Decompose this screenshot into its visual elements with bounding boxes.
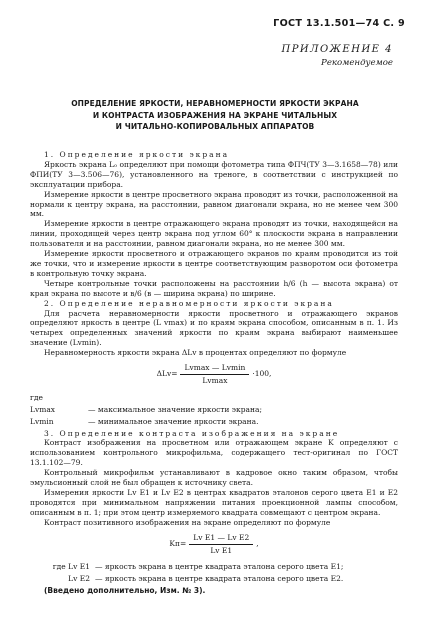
section-heading-3: 3. Определение контраста изображения на экране bbox=[44, 428, 340, 438]
amendment-note: (Введено дополнительно, Изм. № 3). bbox=[44, 586, 206, 596]
formula-contrast bbox=[30, 533, 398, 556]
formula-denominator: Lvmax bbox=[202, 375, 228, 385]
document-body bbox=[30, 150, 398, 596]
section-heading-2: 2. Определение неравномерности яркости экрана bbox=[44, 298, 334, 308]
paragraph: Неравномерность яркости экрана ΔLv в процентах определяют по формуле bbox=[44, 348, 347, 358]
formula-numerator: Lv E1 — Lv E2 bbox=[189, 533, 253, 545]
page-header: ГОСТ 13.1.501—74 С. 9 bbox=[273, 18, 405, 29]
title-line-3: И ЧИТАЛЬНО-КОПИРОВАЛЬНЫХ АППАРАТОВ bbox=[115, 122, 315, 131]
paragraph: Контраст изображения на просветном или отражающем экране K определяют с использованием контрольного микрофильма, содержащего тест-оригинал по ГОСТ 13.1.102—79. bbox=[30, 438, 398, 468]
paragraph: Измерения яркости Lv E1 и Lv E2 в центрах квадратов эталонов серого цвета E1 и E2 проводятся при минимальном напряжении питания проекционной лампы способом, описанным в п. 1; при этом центр измеряемого квадрата совмещают с центром экрана. bbox=[30, 488, 398, 517]
paragraph: Измерение яркости в центре просветного экрана проводят из точки, расположенной на нормали к центру экрана, на расстоянии, равном диагонали экрана, но не менее чем 300 мм. bbox=[30, 189, 398, 219]
formula-fraction bbox=[189, 533, 253, 556]
definition-row bbox=[30, 574, 398, 584]
paragraph: Измерение яркости просветного и отражающего экранов по краям проводится из той же точки, что и измерение яркости в центре соответствующим разворотом оси фотометра в контрольную точку экрана. bbox=[30, 249, 398, 278]
definition-row bbox=[30, 417, 398, 427]
appendix-status: Рекомендуемое bbox=[321, 58, 393, 68]
formula-tail: ·100, bbox=[252, 369, 272, 379]
definition-row bbox=[30, 562, 398, 572]
document-title bbox=[30, 98, 400, 133]
formula-nonuniformity bbox=[30, 363, 398, 386]
definition-text: — яркость экрана в центре квадрата эталона серого цвета E2. bbox=[95, 574, 344, 584]
definition-symbol: Lvmax bbox=[30, 404, 56, 414]
paragraph: Контраст позитивного изображения на экране определяют по формуле bbox=[44, 517, 331, 527]
definition-symbol: Lv E2 bbox=[68, 574, 90, 584]
formula-denominator: Lv E1 bbox=[210, 545, 233, 555]
definition-symbol-text: Lv E1 bbox=[68, 562, 90, 572]
section-heading-1: 1. Определение яркости экрана bbox=[44, 150, 230, 159]
definition-symbol bbox=[30, 562, 95, 572]
where-label: где bbox=[30, 392, 43, 402]
paragraph: Яркость экрана Lₒ определяют при помощи фотометра типа ФПЧ(ТУ 3—3.1658—78) или ФПИ(ТУ 3—3.506—76), установленного на треноге, в соответствии с инструкцией по эксплуатации прибора. bbox=[30, 159, 398, 189]
title-line-2: И КОНТРАСТА ИЗОБРАЖЕНИЯ НА ЭКРАНЕ ЧИТАЛЬНЫХ bbox=[92, 110, 338, 120]
paragraph: Четыре контрольные точки расположены на расстоянии h/6 (h — высота экрана) от края экрана по высоте и в/6 (в — ширина экрана) по ширине. bbox=[30, 278, 398, 298]
formula-numerator: Lvmax — Lvmin bbox=[180, 363, 249, 375]
definition-row bbox=[30, 405, 398, 415]
formula-fraction bbox=[180, 363, 249, 386]
formula-tail: , bbox=[256, 539, 259, 549]
definition-text: — яркость экрана в центре квадрата эталона серого цвета E1; bbox=[95, 562, 344, 572]
definition-text: — минимальное значение яркости экрана. bbox=[88, 416, 259, 426]
formula-lhs: ΔLv= bbox=[156, 369, 178, 379]
paragraph: Для расчета неравномерности яркости просветного и отражающего экранов определяют яркость в центре (L vmax) и по краям экрана способом, описанным в п. 1. Из четырех определенных значений яркости по краям экрана выбирают наименьшее значение (Lvmin). bbox=[30, 308, 398, 348]
appendix-title: ПРИЛОЖЕНИЕ 4 bbox=[281, 44, 393, 55]
appendix-label bbox=[281, 44, 393, 68]
definition-text: — максимальное значение яркости экрана; bbox=[88, 404, 262, 414]
title-line-1: ОПРЕДЕЛЕНИЕ ЯРКОСТИ, НЕРАВНОМЕРНОСТИ ЯРКОСТИ ЭКРАНА bbox=[71, 99, 359, 108]
formula-lhs: Kп= bbox=[169, 539, 187, 549]
where-label: где bbox=[52, 562, 66, 572]
paragraph: Контрольный микрофильм устанавливают в кадровое окно таким образом, чтобы эмульсионный слой не был обращен к источнику света. bbox=[30, 468, 398, 488]
paragraph: Измерение яркости в центре отражающего экрана проводят из точки, находящейся на линии, проходящей через центр экрана под углом 60° к плоскости экрана в направлении пользователя и на расстоянии, равном диагонали экрана, но не менее 300 мм. bbox=[30, 219, 398, 249]
definition-symbol: Lvmin bbox=[30, 416, 54, 426]
